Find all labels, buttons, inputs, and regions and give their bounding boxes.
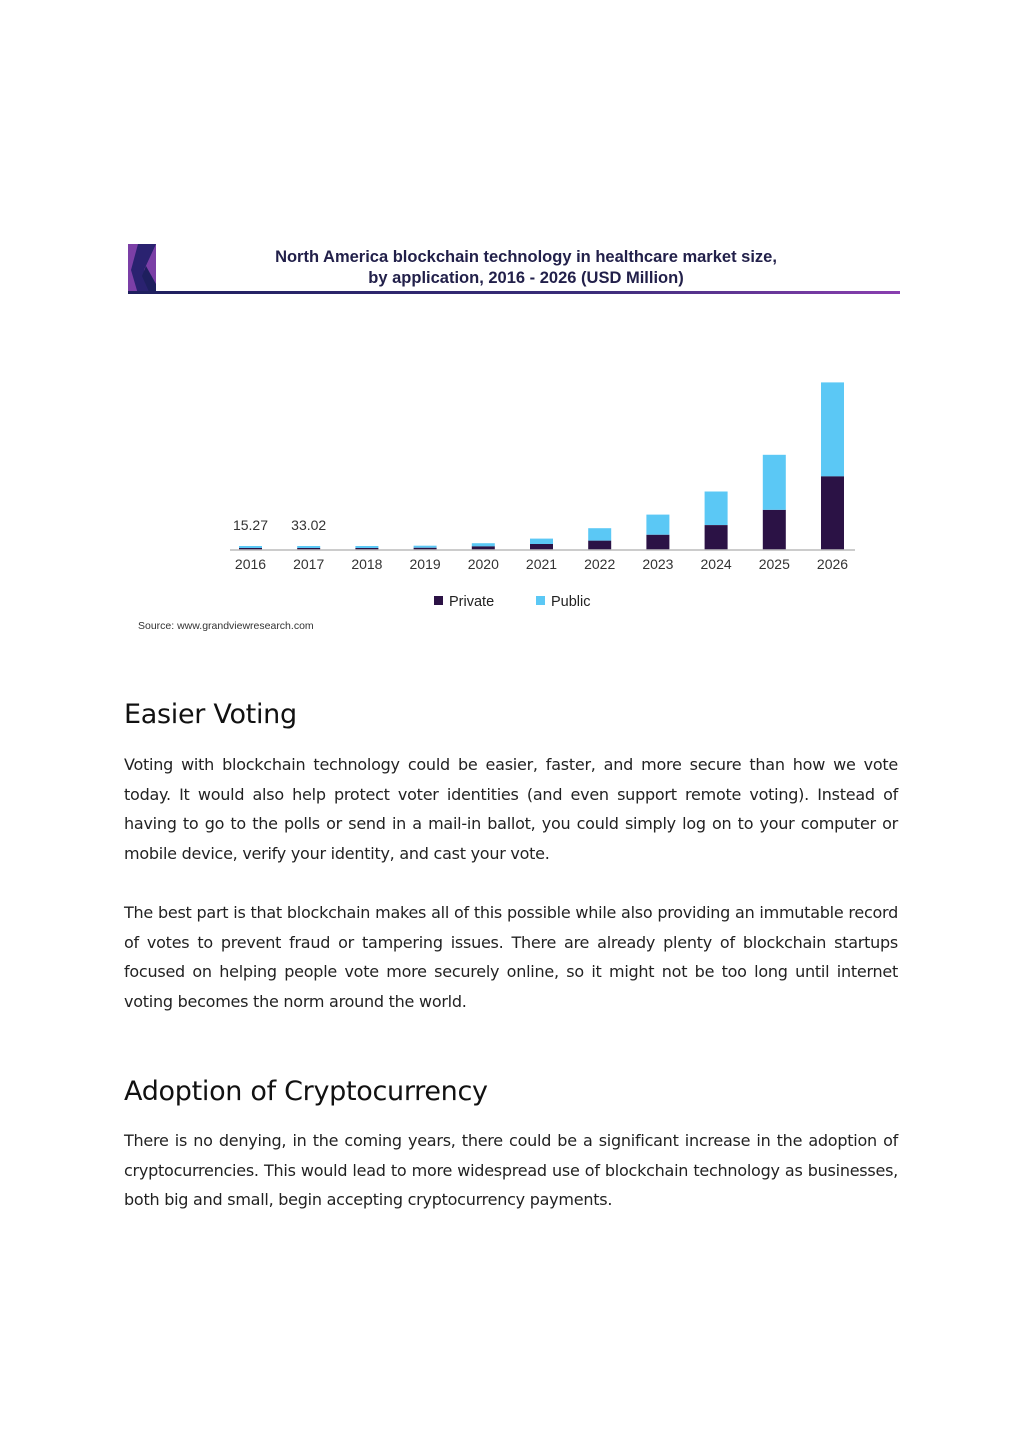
x-tick-2019: 2019 — [409, 556, 441, 572]
data-label-2017: 33.02 — [291, 517, 327, 533]
legend-swatch-private — [434, 596, 443, 605]
x-tick-2020: 2020 — [467, 556, 499, 572]
heading-easier-voting: Easier Voting — [124, 699, 297, 730]
bar-private-2024 — [705, 525, 728, 550]
data-label-2016: 15.27 — [232, 517, 269, 533]
bar-private-2021 — [530, 544, 553, 550]
bar-public-2019 — [414, 546, 437, 548]
bar-public-2023 — [646, 515, 669, 535]
bar-public-2017 — [297, 546, 320, 548]
bar-private-2026 — [821, 476, 844, 550]
chart-title: North America blockchain technology in healthcare market size, — [275, 248, 777, 266]
bar-private-2023 — [646, 535, 669, 550]
bar-public-2024 — [705, 492, 728, 526]
bar-public-2020 — [472, 543, 495, 546]
brand-logo — [128, 244, 156, 294]
bar-public-2018 — [355, 546, 378, 548]
paragraph-voting-1: Voting with blockchain technology could be easier, faster, and more secure than how we vote today. It would also help protect voter identities (and even support remote voting). Instead of having to go to the polls or send in a mail-in ballot, you could simply log on to your computer or mobile device, verify your identity, and cast your vote. — [124, 755, 898, 864]
bar-public-2025 — [763, 455, 786, 510]
chart-source: Source: www.grandviewresearch.com — [138, 620, 314, 632]
title-rule — [128, 291, 900, 294]
x-tick-2021: 2021 — [525, 556, 558, 572]
bar-public-2022 — [588, 528, 611, 540]
x-tick-2017: 2017 — [293, 556, 325, 572]
x-tick-2026: 2026 — [816, 556, 849, 572]
x-tick-2024: 2024 — [700, 556, 732, 572]
bar-public-2016 — [239, 546, 262, 548]
paragraph-voting-2: The best part is that blockchain makes all of this possible while also providing an immutable record of votes to prevent fraud or tampering issues. There are already plenty of blockchain startups focused on helping people vote more securely online, so it might not be too long until internet voting becomes the norm around the world. — [124, 903, 898, 1012]
bar-public-2021 — [530, 539, 553, 544]
x-tick-2018: 2018 — [351, 556, 383, 572]
x-tick-2023: 2023 — [642, 556, 674, 572]
legend-label-public: Public — [551, 594, 591, 610]
heading-adoption-cryptocurrency: Adoption of Cryptocurrency — [124, 1076, 488, 1107]
bar-public-2026 — [821, 382, 844, 476]
x-tick-2022: 2022 — [584, 556, 616, 572]
paragraph-crypto-1: There is no denying, in the coming years, there could be a significant increase in the adoption of cryptocurrencies. This would lead to more widespread use of blockchain technology as businesses, both big and small, begin accepting cryptocurrency payments. — [124, 1131, 898, 1210]
legend-swatch-public — [536, 596, 545, 605]
x-tick-2025: 2025 — [758, 556, 790, 572]
chart-subtitle: by application, 2016 - 2026 (USD Million) — [368, 269, 684, 287]
legend-label-private: Private — [449, 594, 495, 610]
bar-private-2025 — [763, 510, 786, 550]
bar-private-2022 — [588, 541, 611, 550]
chart-legend — [434, 594, 591, 610]
market-size-chart — [122, 236, 904, 640]
x-tick-2016: 2016 — [234, 556, 267, 572]
